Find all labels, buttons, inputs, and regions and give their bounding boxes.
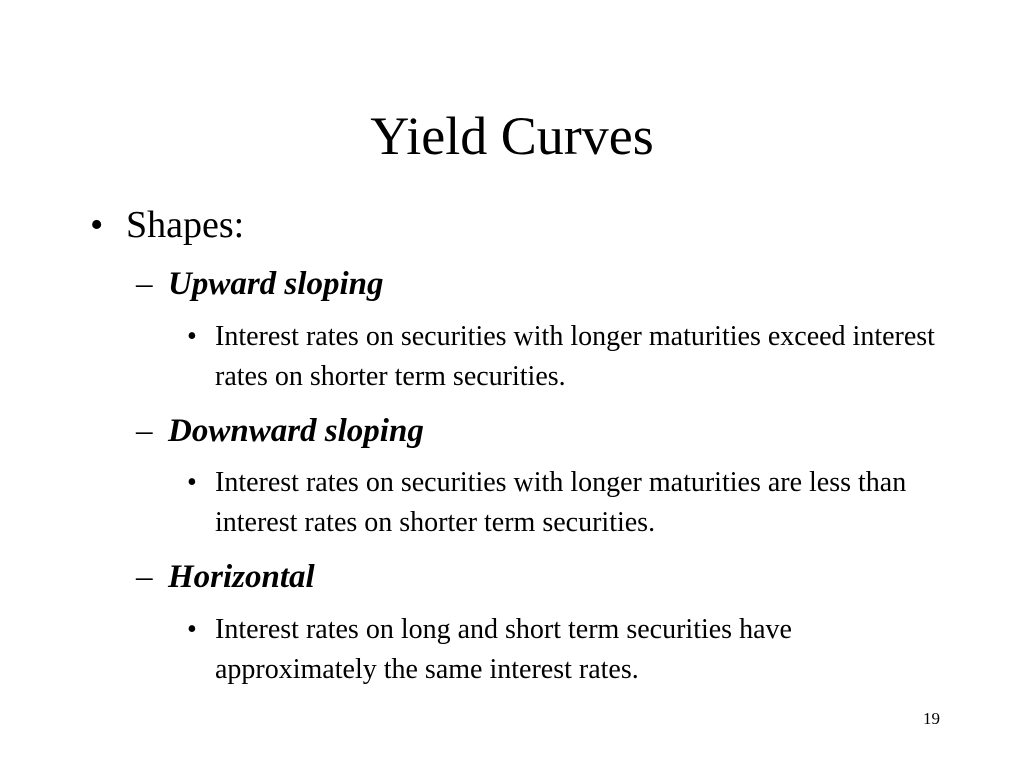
sub-bullet-icon: • [187,467,197,498]
sub-bullet-icon: • [187,614,197,645]
shape-description-horizontal [187,610,947,690]
slide-title: Yield Curves [370,106,654,166]
shape-description-text: Interest rates on securities with longer maturities are less than interest rates on shorter term securities. [215,467,907,538]
shape-description-text: Interest rates on securities with longer maturities exceed interest rates on shorter term securities. [215,321,935,392]
shape-term: Downward sloping [168,413,424,449]
shape-description-downward [187,463,947,543]
dash-icon: – [136,559,153,595]
shape-description-text: Interest rates on long and short term securities have approximately the same interest rates. [215,614,792,685]
dash-icon: – [136,266,153,302]
bullet-text: Shapes: [126,204,245,246]
shape-heading-horizontal [136,556,315,598]
shape-heading-upward [136,263,383,305]
shape-term: Upward sloping [168,266,384,302]
sub-bullet-icon: • [187,321,197,352]
shape-description-upward [187,317,947,397]
page-number: 19 [923,709,940,728]
dash-icon: – [136,413,153,449]
bullet-icon: • [90,204,104,246]
shape-term: Horizontal [168,559,315,595]
shape-heading-downward [136,410,424,452]
bullet-shapes [90,200,244,250]
